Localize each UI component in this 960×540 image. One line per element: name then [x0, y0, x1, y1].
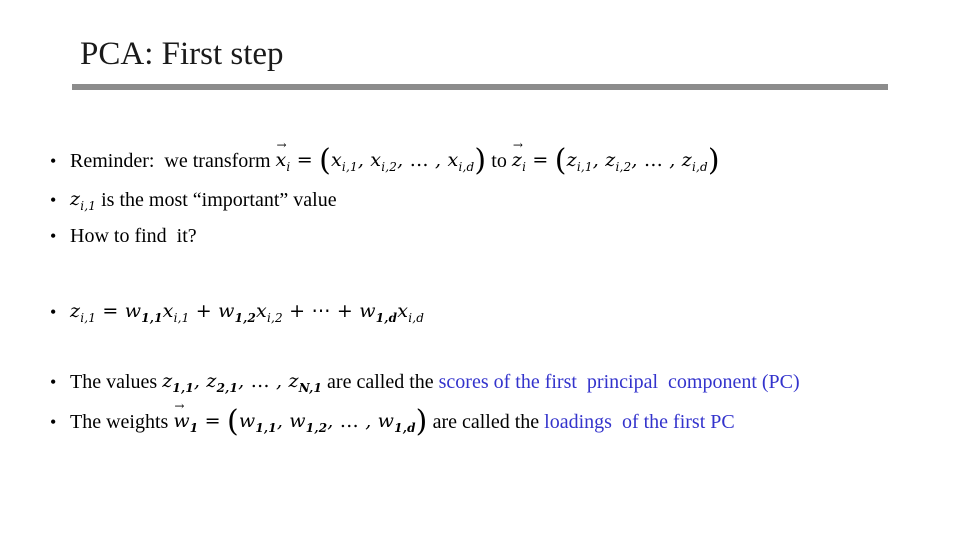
equation-w-vector: → $w_1 = (w_{1,1}$, $w_{1,2}$, … , $w_{1,d}$) — [173, 407, 427, 437]
bullet-text: The weights — [70, 410, 174, 433]
bullet-dot: • — [50, 190, 57, 210]
title-underline — [72, 84, 888, 90]
math-score-values: $z_{1,1}$, $z_{2,1}$, … , $z_{N,1}$ — [162, 370, 323, 395]
bullet-reminder — [50, 143, 920, 178]
bullet-dot: • — [50, 150, 57, 171]
bullet-how-to-find — [50, 225, 920, 248]
bullet-dot: • — [50, 226, 57, 246]
bullet-weights — [50, 404, 920, 439]
highlight-loadings: loadings of the first PC — [544, 410, 735, 433]
bullet-dot: • — [50, 302, 57, 322]
bullet-text: The values — [70, 371, 163, 393]
equation-x-vector: → $x_i = (x_{i,1}$, $x_{i,2}$, … , $x_{i,d}$) — [276, 146, 487, 176]
equation-z-vector: → $z_i = (z_{i,1}$, $z_{i,2}$, … , $z_{i,d}$) — [512, 146, 720, 176]
bullet-dot: • — [50, 372, 57, 392]
bullet-text: are called the — [322, 371, 439, 393]
bullet-text: are called the — [427, 410, 545, 433]
bullet-text: is the most “important” value — [96, 189, 337, 211]
equation-linear-combination: $z_{i,1} = w_{1,1}x_{i,1} + w_{1,2}x_{i,2}$ + ⋯ + $w_{1,d}x_{i,d}$ — [70, 300, 425, 325]
bullet-linear-combination — [50, 300, 920, 325]
bullet-text: How to find it? — [70, 225, 197, 247]
bullet-important — [50, 188, 920, 213]
bullet-text: Reminder: we transform — [70, 149, 276, 172]
slide-title: PCA: First step — [80, 36, 284, 72]
bullet-text: to — [486, 149, 512, 172]
bullet-scores — [50, 370, 920, 395]
math-z-i1: $z_{i,1}$ — [70, 188, 97, 213]
highlight-scores: scores of the first principal component (PC) — [438, 371, 800, 393]
bullet-dot: • — [50, 411, 57, 432]
